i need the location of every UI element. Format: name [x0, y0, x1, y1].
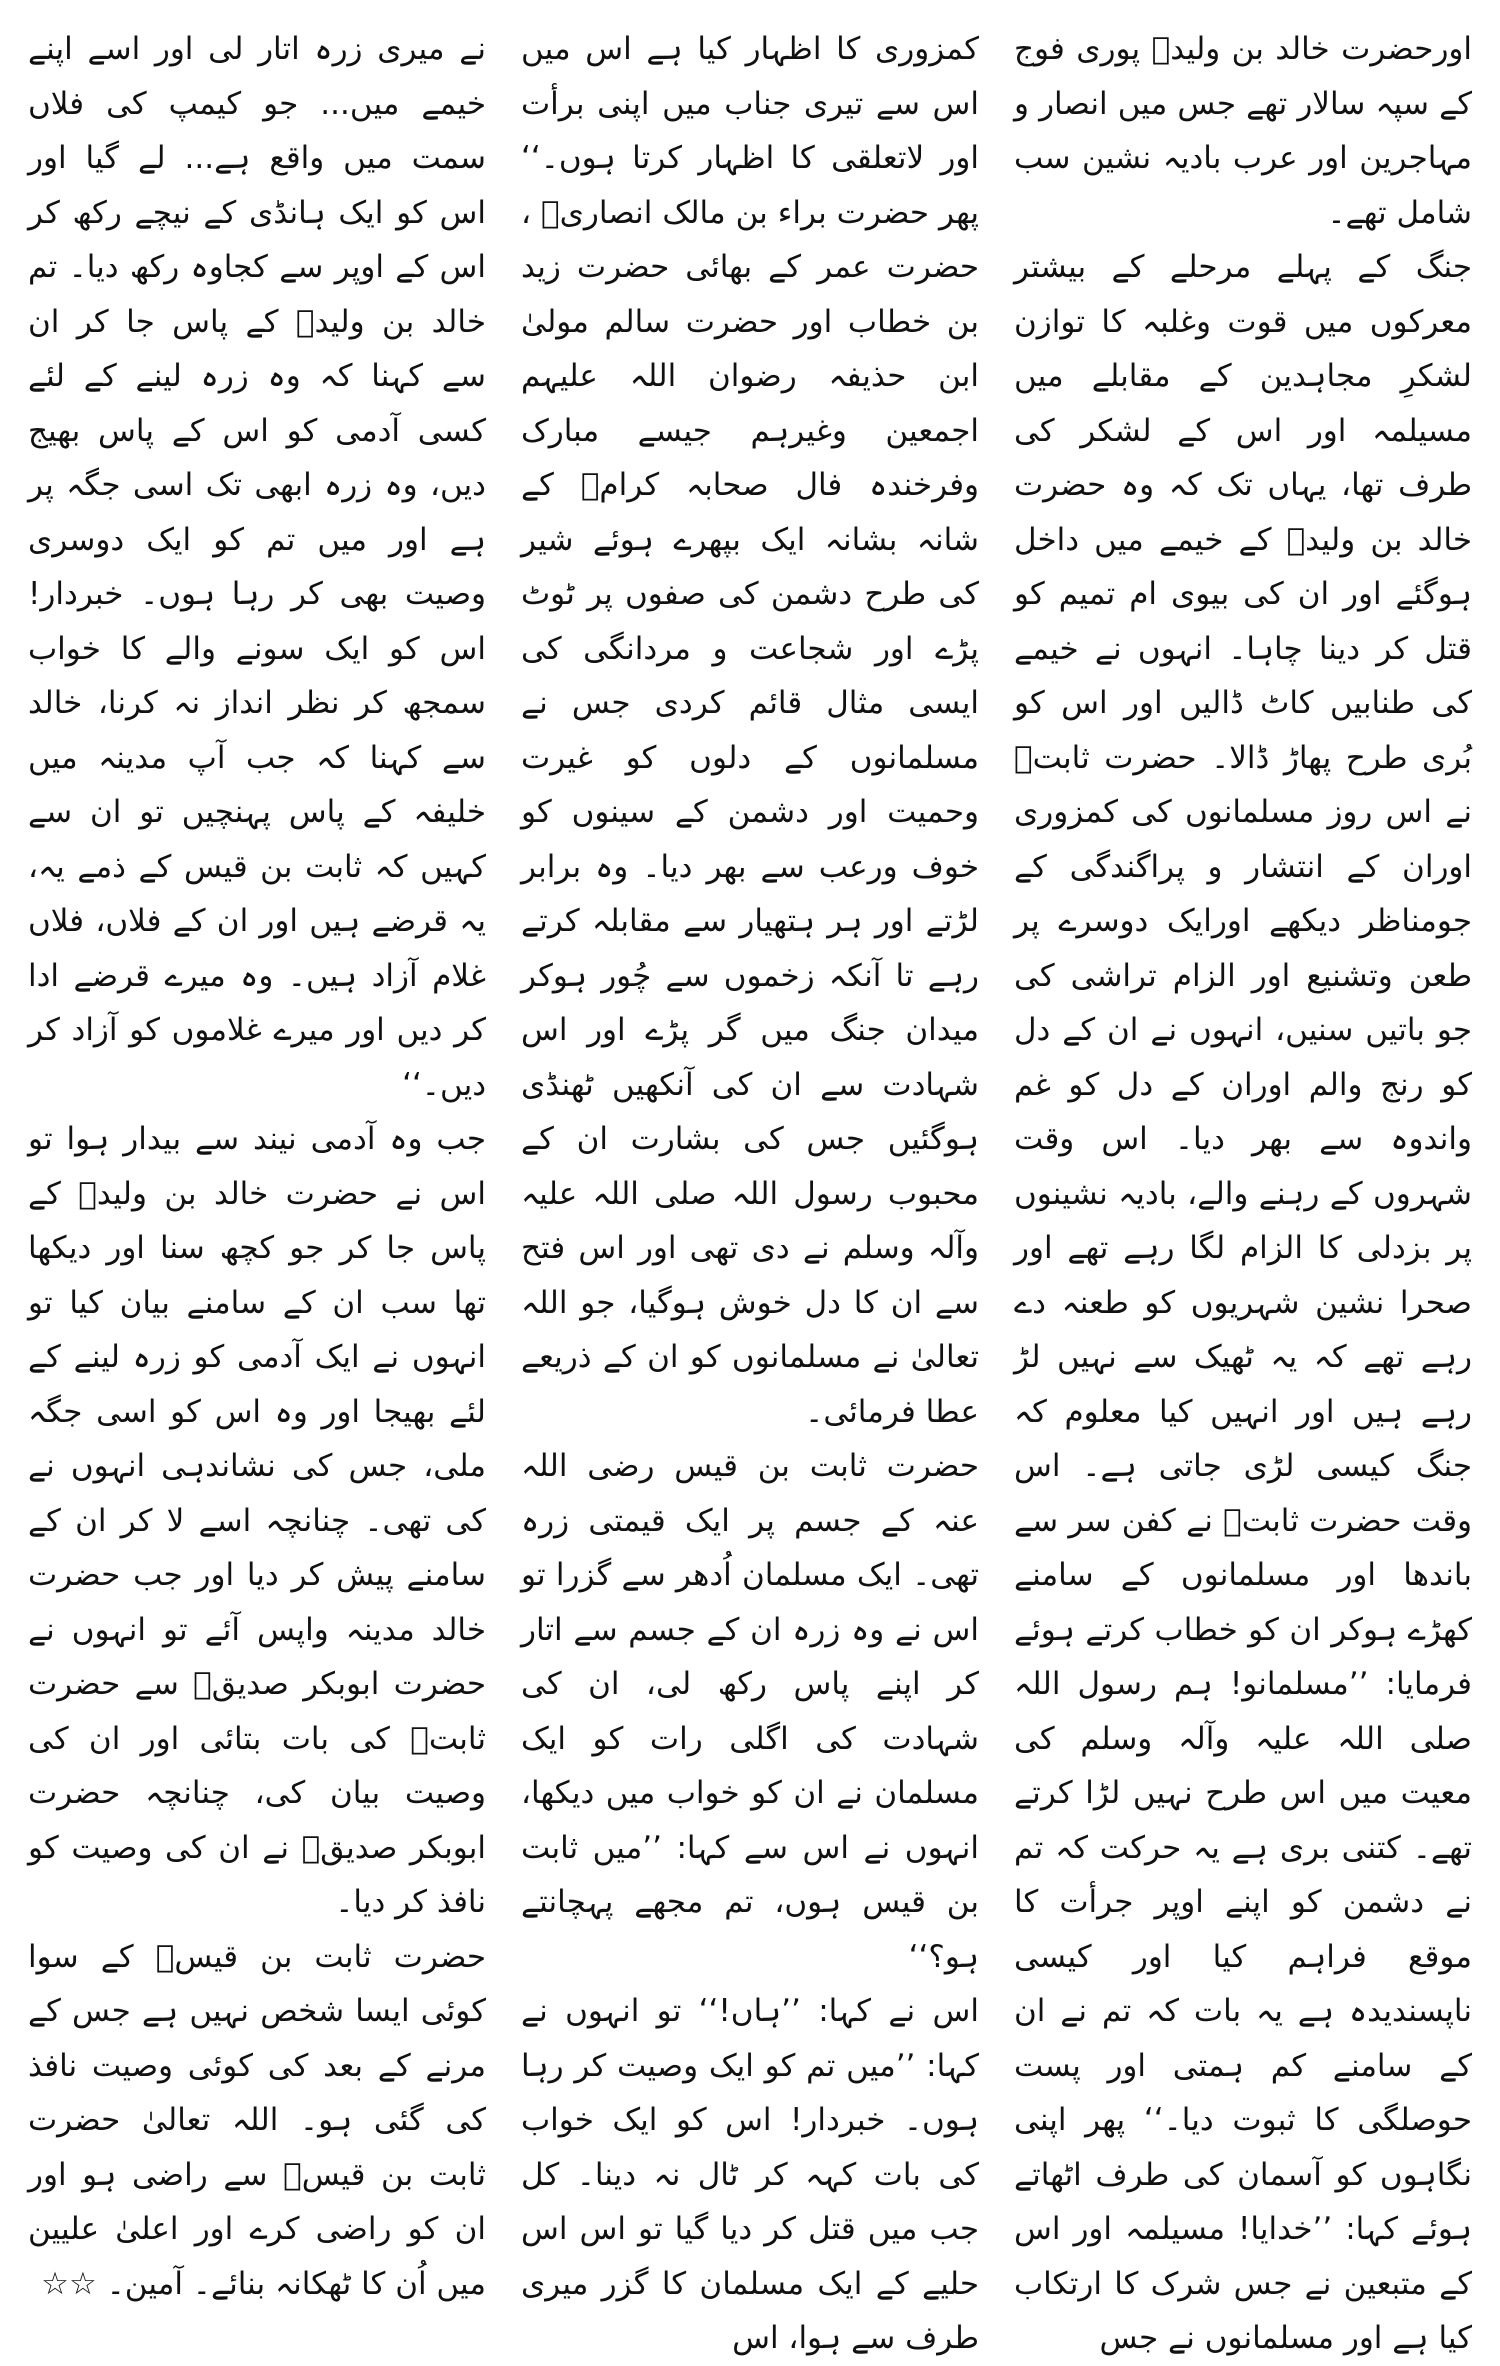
- paragraph: حضرت ثابت بن قیس رضی اللہ عنہ کے جسم پر ایک قیمتی زرہ تھی۔ ایک مسلمان اُدھر سے گزرا تو اس نے وہ زرہ ان کے جسم سے اتار کر اپنے پاس رکھ لی، ان کی شہادت کی اگلی رات کو ایک مسلمان نے ان کو خواب میں دیکھا، انہوں نے اس سے کہا: ’’میں ثابت بن قیس ہوں، تم مجھے پہچانتے ہو؟‘‘: [521, 1448, 979, 1975]
- text-column-left: [28, 22, 486, 2302]
- paragraph: اس نے کہا: ’’ہاں!‘‘ تو انہوں نے کہا: ’’میں تم کو ایک وصیت کر رہا ہوں۔ خبردار! اس کو ایک خواب کی بات کہہ کر ٹال نہ دینا۔ کل جب میں قتل کر دیا گیا تو اس اس حلیے کے ایک مسلمان کا گزر میری طرف سے ہوا، اس: [521, 1993, 979, 2356]
- paragraph: نے میری زرہ اتار لی اور اسے اپنے خیمے میں... جو کیمپ کی فلاں سمت میں واقع ہے... لے گیا اور اس کو ایک ہانڈی کے نیچے رکھ کر اس کے اوپر سے کجاوہ رکھ دیا۔ تم خالد بن ولیدؓ کے پاس جا کر ان سے کہنا کہ وہ زرہ لینے کے لئے کسی آدمی کو اس کے پاس بھیج دیں، وہ زرہ ابھی تک اسی جگہ پر ہے اور میں تم کو ایک دوسری وصیت بھی کر رہا ہوں۔ خبردار! اس کو ایک سونے والے کا خواب سمجھ کر نظر انداز نہ کرنا، خالد سے کہنا کہ جب آپ مدینہ میں خلیفہ کے پاس پہنچیں تو ان سے کہیں کہ ثابت بن قیس کے ذمے یہ، یہ قرضے ہیں اور ان کے فلاں، فلاں غلام آزاد ہیں۔ وہ میرے قرضے ادا کر دیں اور میرے غلاموں کو آزاد کر دیں۔‘‘: [28, 31, 486, 1103]
- paragraph: حضرت ثابت بن قیسؓ کے سوا کوئی ایسا شخص نہیں ہے جس کے مرنے کے بعد کی کوئی وصیت نافذ کی گئی ہو۔ اللہ تعالیٰ حضرت ثابت بن قیسؓ سے راضی ہو اور ان کو راضی کرے اور اعلیٰ علیین میں اُن کا ٹھکانہ بنائے۔ آمین۔ ☆☆: [28, 1938, 486, 2302]
- paragraph: کمزوری کا اظہار کیا ہے اس میں اس سے تیری جناب میں اپنی برأت اور لاتعلقی کا اظہار کرتا ہوں۔‘‘ پھر حضرت براء بن مالک انصاریؓ ، حضرت عمر کے بھائی حضرت زید بن خطاب اور حضرت سالم مولیٰ ابن حذیفہ رضوان اللہ علیہم اجمعین وغیرہم جیسے مبارک وفرخندہ فال صحابہ کرامؓ کے شانہ بشانہ ایک بپھرے ہوئے شیر کی طرح دشمن کی صفوں پر ٹوٹ پڑے اور شجاعت و مردانگی کی ایسی مثال قائم کردی جس نے مسلمانوں کے دلوں کو غیرت وحمیت اور دشمن کے سینوں کو خوف ورعب سے بھر دیا۔ وہ برابر لڑتے اور ہر ہتھیار سے مقابلہ کرتے رہے تا آنکہ زخموں سے چُور ہوکر میدان جنگ میں گر پڑے اور اس شہادت سے ان کی آنکھیں ٹھنڈی ہوگئیں جس کی بشارت ان کے محبوب رسول اللہ صلی اللہ علیہ وآلہ وسلم نے دی تھی اور اس فتح سے ان کا دل خوش ہوگیا، جو اللہ تعالیٰ نے مسلمانوں کو ان کے ذریعے عطا فرمائی۔: [521, 31, 979, 1430]
- page: [28, 22, 1472, 2356]
- text-column-right: [1014, 22, 1472, 2356]
- text-column-middle: [521, 22, 979, 2356]
- paragraph: جب وہ آدمی نیند سے بیدار ہوا تو اس نے حضرت خالد بن ولیدؓ کے پاس جا کر جو کچھ سنا اور دیکھا تھا سب ان کے سامنے بیان کیا تو انہوں نے ایک آدمی کو زرہ لینے کے لئے بھیجا اور وہ اس کو اسی جگہ ملی، جس کی نشاندہی انہوں نے کی تھی۔ چنانچہ اسے لا کر ان کے سامنے پیش کر دیا اور جب حضرت خالد مدینہ واپس آئے تو انہوں نے حضرت ابوبکر صدیقؓ سے حضرت ثابتؓ کی بات بتائی اور ان کی وصیت بیان کی، چنانچہ حضرت ابوبکر صدیقؓ نے ان کی وصیت کو نافذ کر دیا۔: [28, 1121, 486, 1920]
- paragraph: اورحضرت خالد بن ولیدؓ پوری فوج کے سپہ سالار تھے جس میں انصار و مہاجرین اور عرب بادیہ نشین سب شامل تھے۔: [1014, 31, 1472, 231]
- paragraph: جنگ کے پہلے مرحلے کے بیشتر معرکوں میں قوت وغلبہ کا توازن لشکرِ مجاہدین کے مقابلے میں مسیلمہ اور اس کے لشکر کی طرف تھا، یہاں تک کہ وہ حضرت خالد بن ولیدؓ کے خیمے میں داخل ہوگئے اور ان کی بیوی ام تمیم کو قتل کر دینا چاہا۔ انہوں نے خیمے کی طنابیں کاٹ ڈالیں اور اس کو بُری طرح پھاڑ ڈالا۔ حضرت ثابتؓ نے اس روز مسلمانوں کی کمزوری اوران کے انتشار و پراگندگی کے جومناظر دیکھے اورایک دوسرے پر طعن وتشنیع اور الزام تراشی کی جو باتیں سنیں، انہوں نے ان کے دل کو رنج والم اوران کے دل کو غم واندوہ سے بھر دیا۔ اس وقت شہروں کے رہنے والے، بادیہ نشینوں پر بزدلی کا الزام لگا رہے تھے اور صحرا نشین شہریوں کو طعنہ دے رہے تھے کہ یہ ٹھیک سے نہیں لڑ رہے ہیں اور انہیں کیا معلوم کہ جنگ کیسی لڑی جاتی ہے۔ اس وقت حضرت ثابتؓ نے کفن سر سے باندھا اور مسلمانوں کے سامنے کھڑے ہوکر ان کو خطاب کرتے ہوئے فرمایا: ’’مسلمانو! ہم رسول اللہ صلی اللہ علیہ وآلہ وسلم کی معیت میں اس طرح نہیں لڑا کرتے تھے۔ کتنی بری ہے یہ حرکت کہ تم نے دشمن کو اپنے اوپر جرأت کا موقع فراہم کیا اور کیسی ناپسندیدہ ہے یہ بات کہ تم نے ان کے سامنے کم ہمتی اور پست حوصلگی کا ثبوت دیا۔‘‘ پھر اپنی نگاہوں کو آسمان کی طرف اٹھاتے ہوئے کہا: ’’خدایا! مسیلمہ اور اس کے متبعین نے جس شرک کا ارتکاب کیا ہے اور مسلمانوں نے جس: [1014, 249, 1472, 2356]
